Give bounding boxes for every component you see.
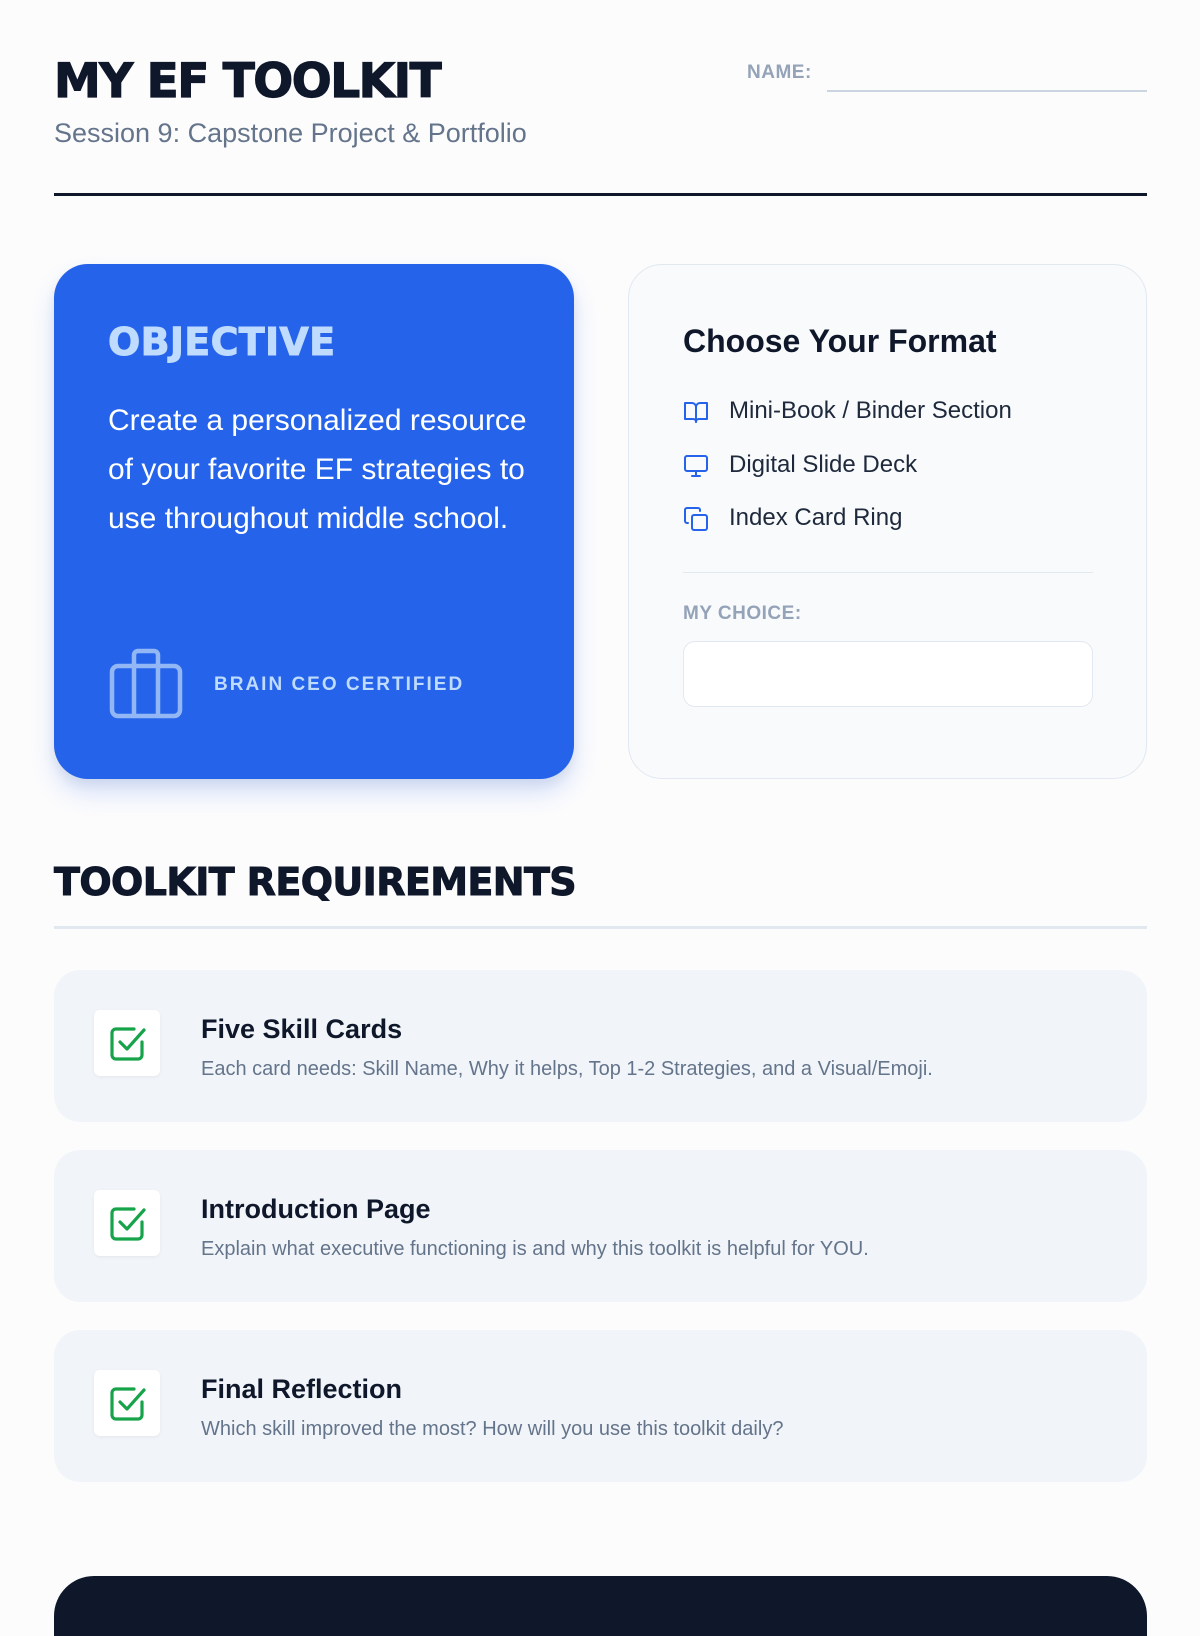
format-option-mini-book[interactable] [683, 395, 1103, 429]
requirement-description: Which skill improved the most? How will you use this toolkit daily? [201, 1418, 784, 1440]
format-title: Choose Your Format [683, 323, 997, 359]
requirements-divider [54, 926, 1147, 929]
requirement-item-introduction [54, 1150, 1147, 1302]
requirement-description: Each card needs: Skill Name, Why it helps, Top 1-2 Strategies, and a Visual/Emoji. [201, 1058, 933, 1080]
requirement-title: Introduction Page [201, 1194, 431, 1224]
format-option-label: Mini-Book / Binder Section [729, 397, 1012, 424]
my-choice-input[interactable] [683, 641, 1093, 707]
format-divider [683, 572, 1093, 573]
format-option-label: Digital Slide Deck [729, 451, 918, 478]
format-option-slide-deck[interactable] [683, 449, 1103, 483]
my-choice-label: MY CHOICE: [683, 603, 802, 624]
objective-card [54, 264, 574, 779]
name-label: NAME: [747, 62, 812, 83]
worksheet-page [54, 0, 1147, 1600]
requirement-title: Final Reflection [201, 1374, 403, 1404]
requirement-checkbox[interactable] [94, 1370, 160, 1436]
format-card [628, 264, 1147, 779]
format-option-index-cards[interactable] [683, 502, 1103, 536]
requirement-description: Explain what executive functioning is and why this toolkit is helpful for YOU. [201, 1238, 869, 1260]
footer-bar [54, 1576, 1147, 1636]
requirement-item-skill-cards [54, 970, 1147, 1122]
page-title: MY EF TOOLKIT [54, 54, 441, 109]
objective-title: OBJECTIVE [108, 320, 336, 364]
copy-cards-icon [683, 506, 709, 532]
checkbox-checked-icon [109, 1024, 147, 1062]
checkbox-checked-icon [109, 1384, 147, 1422]
objective-text: Create a personalized resource of your favorite EF strategies to use throughout middle school. [108, 404, 527, 535]
requirement-checkbox[interactable] [94, 1190, 160, 1256]
name-field[interactable] [827, 90, 1147, 92]
certified-badge-label: BRAIN CEO CERTIFIED [214, 674, 465, 695]
checkbox-checked-icon [109, 1204, 147, 1242]
format-option-label: Index Card Ring [729, 504, 903, 531]
requirement-title: Five Skill Cards [201, 1014, 403, 1044]
briefcase-icon [108, 648, 184, 720]
book-open-icon [683, 399, 709, 425]
requirement-checkbox[interactable] [94, 1010, 160, 1076]
requirement-item-reflection [54, 1330, 1147, 1482]
requirements-heading: TOOLKIT REQUIREMENTS [54, 860, 577, 904]
monitor-icon [683, 453, 709, 479]
page-subtitle: Session 9: Capstone Project & Portfolio [54, 118, 527, 148]
worksheet-header [54, 50, 1147, 196]
